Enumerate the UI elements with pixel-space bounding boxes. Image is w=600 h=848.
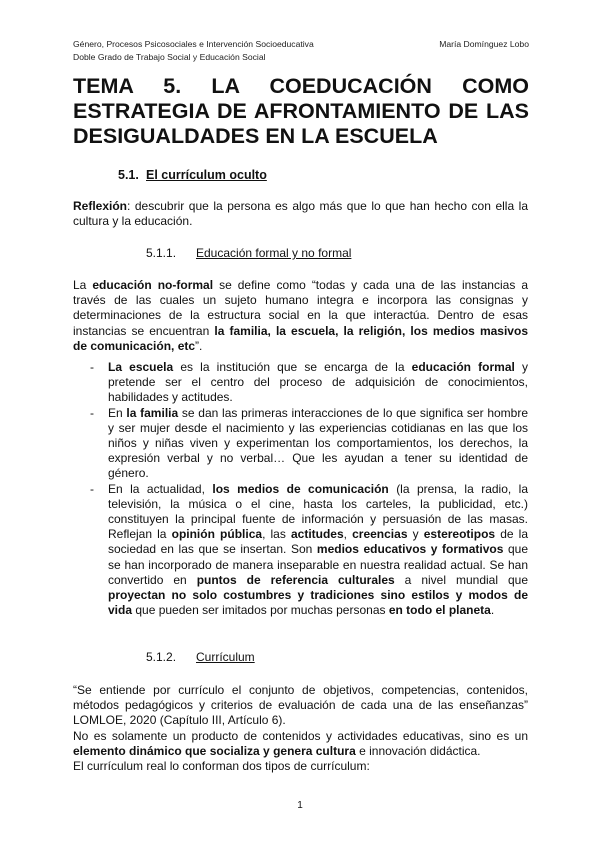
- text-line: expresión verbal y no verbal… Que les ayudan a tener su identidad de: [108, 451, 528, 466]
- section-title: Educación formal y no formal: [196, 246, 352, 260]
- text-line: determinaciones de la estructura social en la que interactúa. Dentro de esas: [73, 308, 528, 323]
- header-author: María Domínguez Lobo: [439, 39, 529, 49]
- page-title: [73, 74, 529, 149]
- title-line: DESIGUALDADES EN LA ESCUELA: [73, 124, 438, 148]
- text-line: En la familia se dan las primeras interacciones de lo que significa ser hombre: [108, 405, 529, 420]
- text-line: de comunicación, etc”.: [73, 338, 203, 353]
- text-line: No es solamente un producto de contenidos y actividades educativas, sino es un: [73, 728, 528, 743]
- section-title: El currículum oculto: [146, 168, 267, 182]
- text-line: vida que pueden ser imitados por muchas personas en todo el planeta.: [108, 603, 495, 618]
- title-line: TEMA 5. LA COEDUCACIÓN COMO: [73, 74, 529, 98]
- list-item: [90, 406, 528, 482]
- section-number: 5.1.1.: [146, 246, 177, 260]
- text-line: Reflejan la opinión pública, las actitudes, creencias y estereotipos de la: [108, 527, 529, 542]
- text-line: televisión, la música o el cine, hasta los carteles, la publicidad, etc.): [108, 496, 528, 511]
- title-line: ESTRATEGIA DE AFRONTAMIENTO DE LAS: [73, 99, 529, 123]
- text-line: cultura y la educación.: [73, 214, 193, 229]
- text-line: métodos pedagógicos y criterios de evaluación de cada una de las enseñanzas”: [73, 698, 528, 713]
- text-line: Reflexión: descubrir que la persona es algo más que lo que han hecho con ella la: [73, 199, 528, 213]
- list-item: [90, 482, 528, 619]
- paragraph-educacion-no-formal: [73, 278, 528, 354]
- text-line: niños y niñas viven y experimentan los comportamientos, los derechos, la: [108, 436, 528, 451]
- section-number: 5.1.: [118, 168, 139, 182]
- header-course: Género, Procesos Psicosociales e Intervención Socioeducativa: [73, 39, 314, 49]
- section-heading-5-1: [118, 168, 267, 182]
- section-heading-5-1-1: [146, 246, 351, 260]
- section-heading-5-1-2: [146, 650, 255, 664]
- reflexion-paragraph: [73, 199, 528, 229]
- text-line: sociedad en las que se insertan. Son medios educativos y formativos que: [108, 542, 528, 557]
- reflexion-label: Reflexión: [73, 199, 128, 213]
- page-number: 1: [297, 800, 303, 811]
- bullet-dash: -: [90, 405, 94, 420]
- text-line: género.: [108, 466, 149, 481]
- header-degree: Doble Grado de Trabajo Social y Educación Social: [73, 52, 266, 62]
- section-number: 5.1.2.: [146, 650, 177, 664]
- text-line: convertido en puntos de referencia culturales a nivel mundial que: [108, 572, 529, 587]
- bullet-dash: -: [90, 360, 94, 374]
- text-line: En la actualidad, los medios de comunicación (la prensa, la radio, la: [108, 481, 529, 496]
- text-line: La escuela es la institución que se encarga de la educación formal y: [108, 360, 528, 374]
- text-line: El currículum real lo conforman dos tipos de currículum:: [73, 759, 370, 774]
- paragraph-curriculum: [73, 683, 528, 774]
- text-line: pretende ser el centro del proceso de adquisición de conocimientos,: [108, 375, 528, 390]
- text-line: través de las cuales un sujeto humano integra e incorpora las consignas y: [73, 293, 528, 308]
- text-line: “Se entiende por currículo el conjunto de objetivos, competencias, contenidos,: [73, 683, 528, 697]
- text-line: se han incorporado de manera inseparable en nuestra realidad actual. Se han: [108, 557, 528, 572]
- text-line: proyectan no solo costumbres y tradiciones sino estilos y modos de: [108, 588, 528, 603]
- text-line: y ser mujer desde el nacimiento y las experiencias cotidianas en las que los: [108, 420, 528, 435]
- text-line: constituyen la principal fuente de información y persuasión de las masas.: [108, 512, 528, 527]
- text-line: instancias se encuentran la familia, la escuela, la religión, los medios masivos: [73, 323, 528, 338]
- text-line: LOMLOE, 2020 (Capítulo III, Artículo 6).: [73, 713, 286, 728]
- section-title: Currículum: [196, 650, 255, 664]
- text-line: habilidades y actitudes.: [108, 390, 233, 405]
- list-item: [90, 360, 528, 406]
- bullet-list: [90, 360, 528, 618]
- text-line: elemento dinámico que socializa y genera cultura e innovación didáctica.: [73, 743, 481, 758]
- bullet-dash: -: [90, 481, 94, 496]
- text-line: La educación no-formal se define como “todas y cada una de las instancias a: [73, 278, 528, 292]
